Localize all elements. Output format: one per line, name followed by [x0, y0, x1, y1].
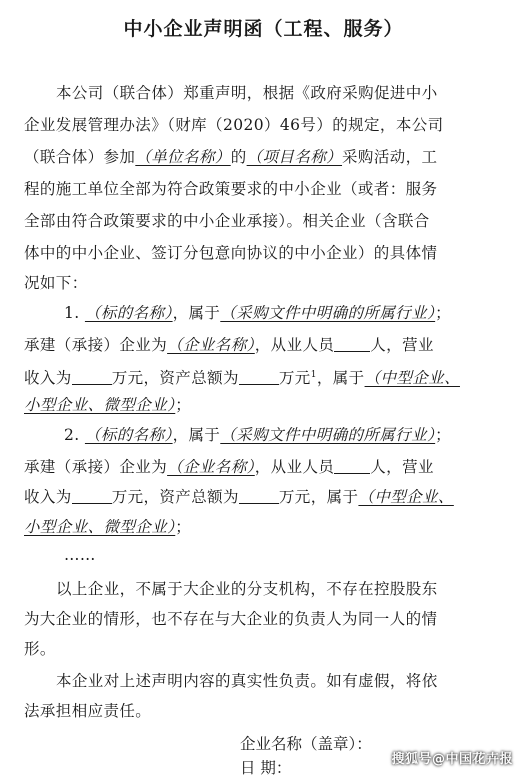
intro-line-3: （联合体）参加（单位名称）的（项目名称）采购活动，工 — [24, 148, 438, 166]
item-1-line-2: 承建（承接）企业为（企业名称），从业人员 人，营业 — [24, 336, 434, 354]
intro-line-6: 体中的中小企业、签订分包意向协议的中小企业）的具体情 — [24, 244, 438, 262]
item-2-staff-blank — [334, 459, 370, 474]
para2-line-1: 以上企业，不属于大企业的分支机构，不存在控股股东 — [56, 580, 438, 598]
item-2-line-2: 承建（承接）企业为（企业名称），从业人员 人，营业 — [24, 458, 434, 476]
item-2-bid-name: （标的名称） — [84, 426, 173, 444]
intro-line-2: 企业发展管理办法》（财库（2020）46号）的规定，本公司 — [24, 116, 444, 134]
intro-line-1: 本公司（联合体）郑重声明，根据《政府采购促进中小 — [56, 84, 438, 102]
item-1-assets-blank — [239, 370, 279, 385]
source-watermark: 搜狐号@中国花卉报 — [391, 752, 513, 767]
company-signature-label: 企业名称（盖章）： — [240, 735, 372, 753]
item-2-line-4: 小型企业、微型企业）； — [24, 518, 192, 536]
date-label: 日 期： — [240, 759, 292, 777]
para3-line-1: 本企业对上述声明内容的真实性负责。如有虚假，将依 — [56, 672, 438, 690]
ellipsis: …… — [64, 546, 96, 564]
item-1-staff-blank — [334, 337, 370, 352]
item-1-bid-name: （标的名称） — [84, 304, 173, 322]
intro-line-5: 全部由符合政策要求的中小企业承接）。相关企业（含联合 — [24, 212, 430, 230]
unit-name-field: （单位名称） — [135, 148, 231, 166]
item-2-industry: （采购文件中明确的所属行业） — [220, 426, 436, 444]
item-1-company: （企业名称） — [167, 336, 255, 354]
para3-line-2: 法承担相应责任。 — [24, 702, 152, 720]
item-2-line-3: 收入为 万元，资产总额为 万元，属于（中型企业、 — [24, 488, 454, 506]
item-2-line-1: 2. （标的名称），属于（采购文件中明确的所属行业）； — [64, 426, 452, 444]
intro-line-4: 程的施工单位全部为符合政策要求的中小企业（或者：服务 — [24, 180, 438, 198]
item-1-size-2: 小型企业、微型企业） — [24, 396, 176, 414]
document-title: 中小企业声明函（工程、服务） — [123, 18, 404, 40]
item-1-industry: （采购文件中明确的所属行业） — [220, 304, 436, 322]
intro-line-7: 况如下： — [24, 274, 88, 292]
para2-line-3: 形。 — [24, 640, 56, 658]
item-1-line-3: 收入为 万元，资产总额为 万元$^1$，属于（中型企业、 — [24, 369, 460, 387]
item-2-assets-blank — [239, 489, 279, 504]
item-1-line-1: 1. （标的名称），属于（采购文件中明确的所属行业）； — [64, 304, 452, 322]
para2-line-2: 为大企业的情形，也不存在与大企业的负责人为同一人的情 — [24, 610, 438, 628]
item-2-size-1: （中型企业、 — [358, 488, 454, 506]
item-1-income-blank — [72, 370, 112, 385]
item-1-size-1: （中型企业、 — [364, 369, 460, 387]
item-2-company: （企业名称） — [167, 458, 255, 476]
item-2-size-2: 小型企业、微型企业） — [24, 518, 176, 536]
project-name-field: （项目名称） — [246, 148, 343, 166]
item-2-income-blank — [72, 489, 112, 504]
item-1-line-4: 小型企业、微型企业）； — [24, 396, 192, 414]
